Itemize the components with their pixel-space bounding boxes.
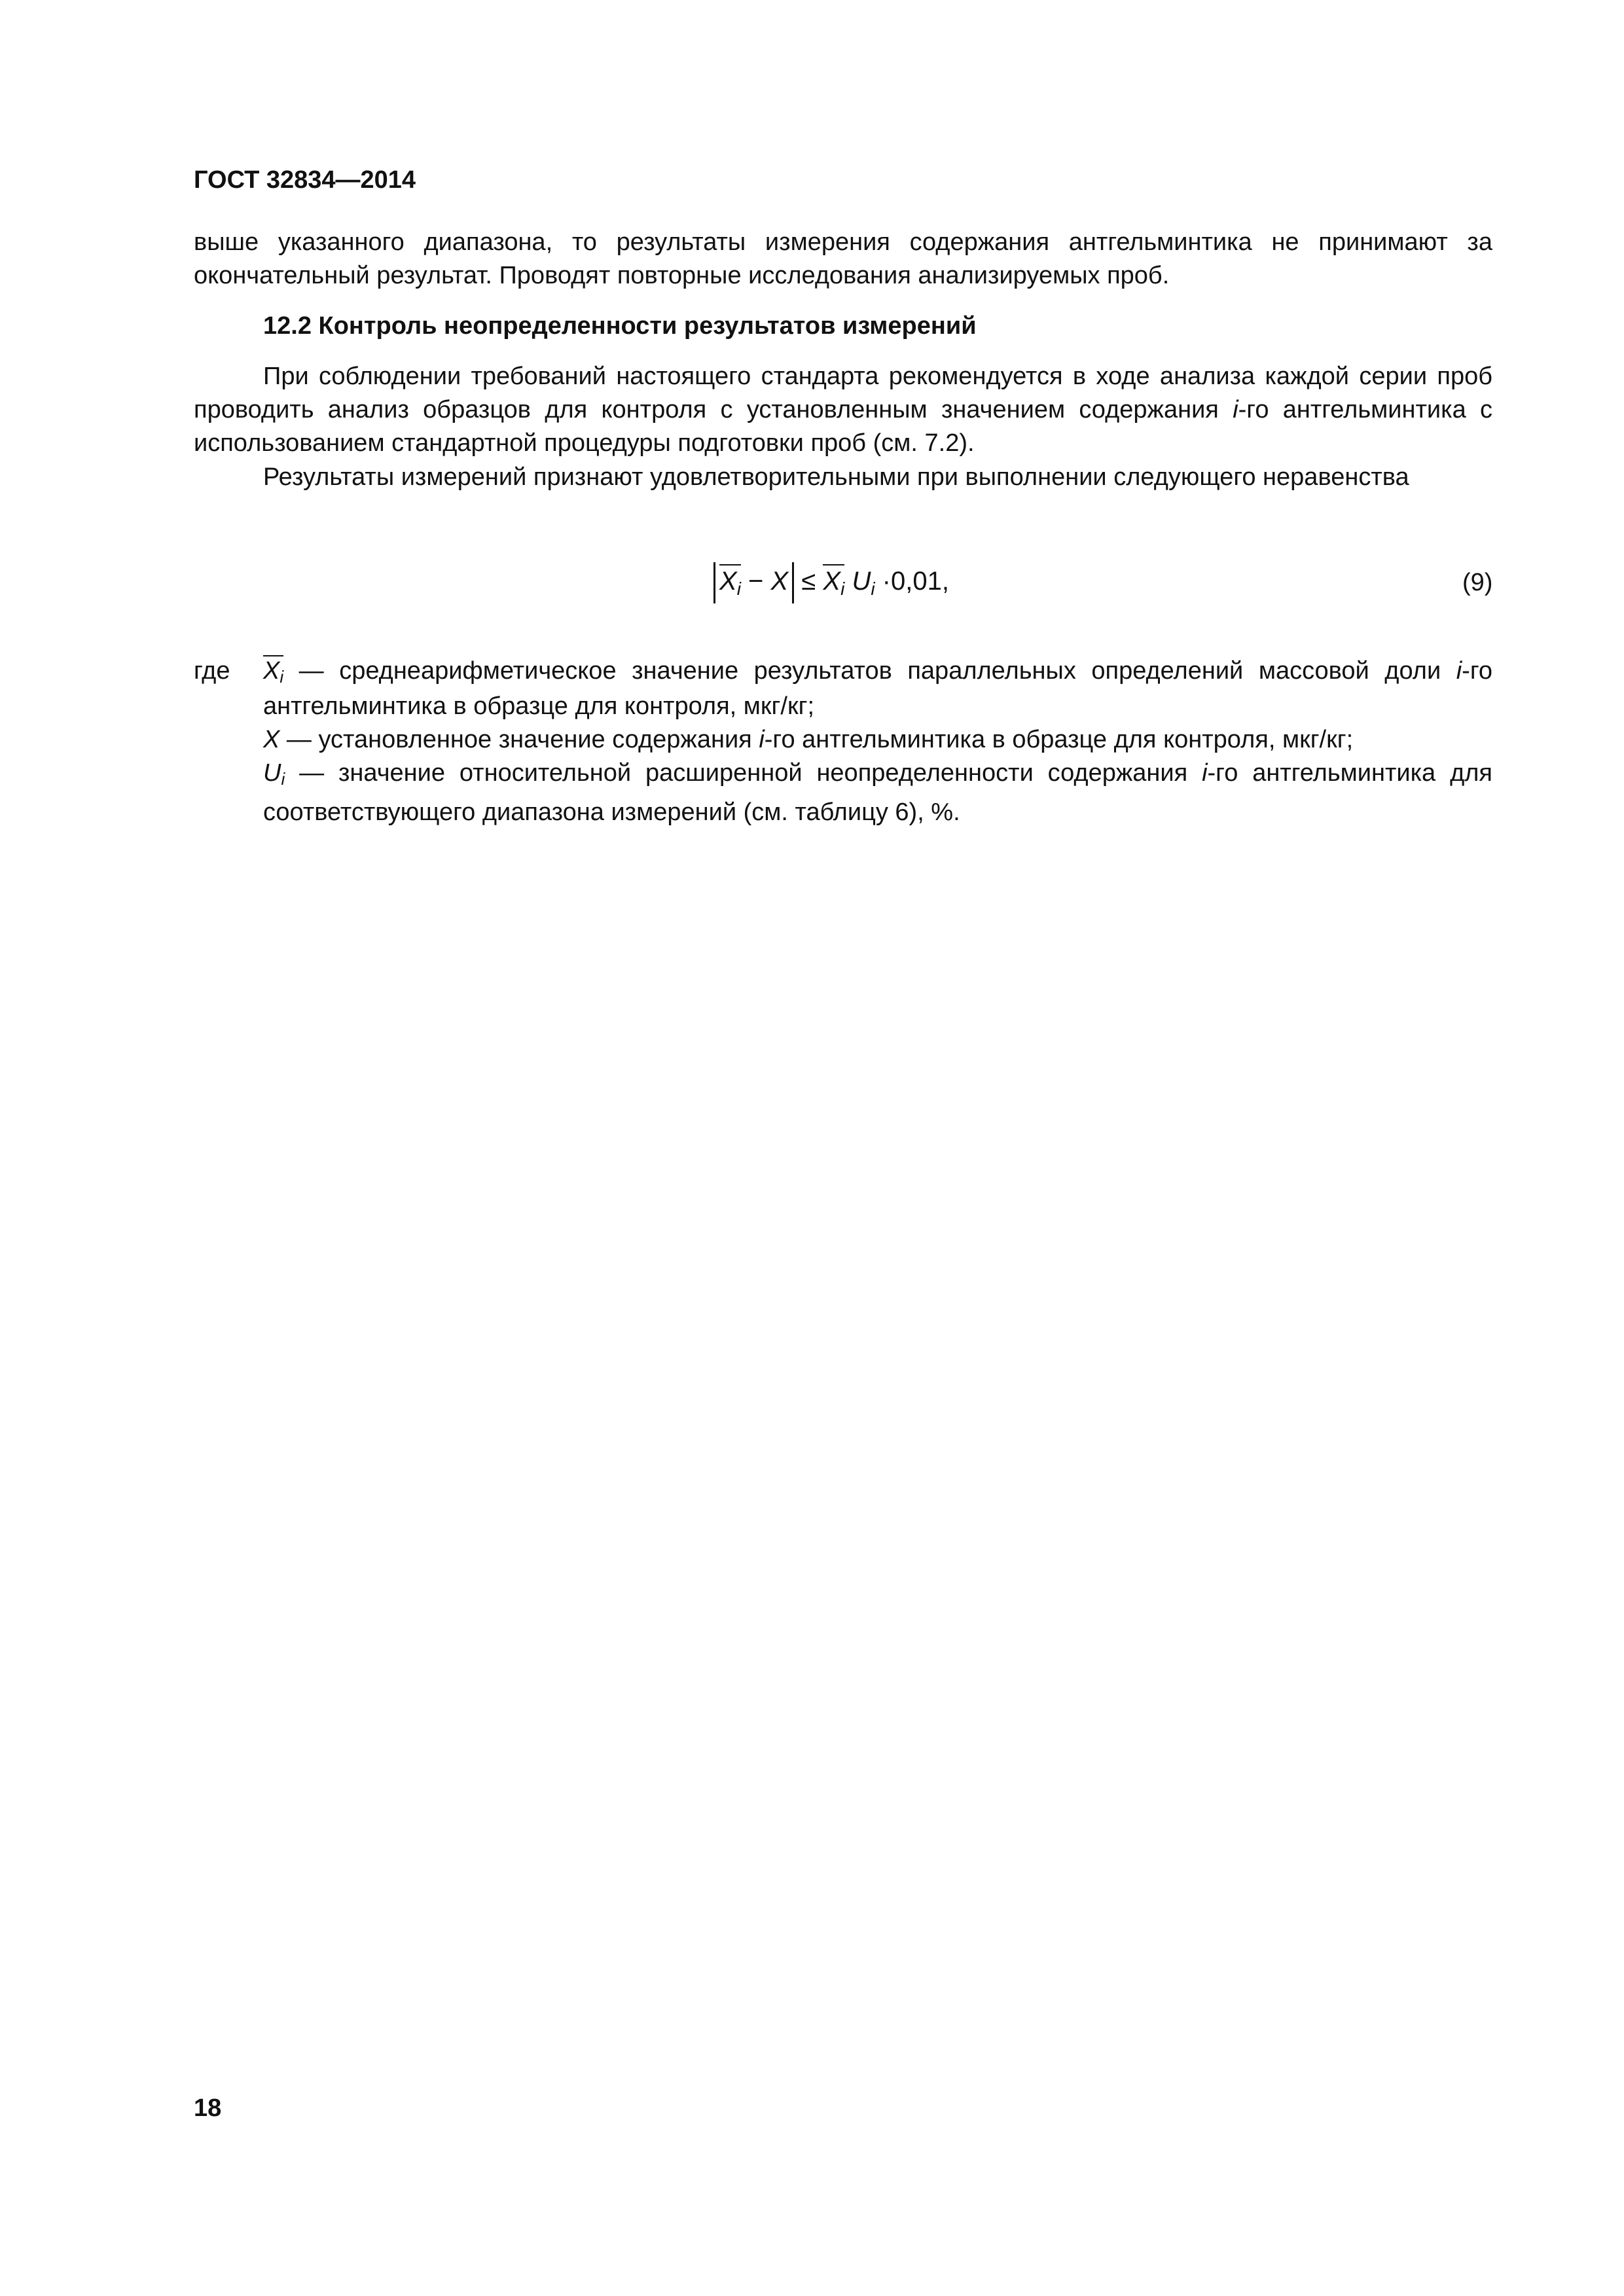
where-lead: где — [194, 657, 230, 685]
where-u-symbol: $U_i$ — [263, 759, 285, 789]
paragraph-1-text-b: -го антгельминтика с использованием стандартной процедуры подготовки проб (см. 7.2). — [194, 396, 1492, 457]
where-xi-definition: $X_i$ — среднеарифметическое значение результатов параллельных определений массовой доли i-го антгельминтика в образце для контроля, мкг/кг; — [263, 655, 1492, 723]
where-block — [194, 655, 1492, 829]
paragraph-continuation: выше указанного диапазона, то результаты измерения содержания антгельминтика не принимают за окончательный результат. Проводят повторные исследования анализируемых проб. — [194, 228, 1492, 289]
where-row-xi — [194, 655, 1492, 723]
formula-tail: ·0,01, — [875, 567, 949, 596]
formula-9 — [713, 562, 949, 609]
where-xi-symbol: $X_i$ — [263, 655, 283, 690]
paragraph-1 — [194, 360, 1492, 460]
paragraph-1-text-a: При соблюдении требований настоящего стандарта рекомендуется в ходе анализа каждой серии проб проводить анализ образцов для контроля с установленным значением содержания — [194, 363, 1492, 423]
formula-xi-bar: $X_i$ — [719, 564, 741, 603]
paragraph-2: Результаты измерений признают удовлетворительными при выполнении следующего неравенства — [263, 463, 1409, 491]
formula-xi-bar-2: $X_i$ — [823, 564, 844, 603]
where-x-symbol: X — [263, 726, 280, 753]
equation-number: (9) — [1462, 569, 1493, 596]
paragraph-1-italic-i: i — [1233, 396, 1238, 423]
document-header: ГОСТ 32834—2014 — [194, 166, 416, 194]
formula-abs-value — [713, 562, 794, 603]
formula-u: $U_i$ — [852, 567, 875, 599]
section-title: 12.2 Контроль неопределенности результатов измерений — [263, 312, 977, 340]
where-x-definition: X — установленное значение содержания i-го антгельминтика в образце для контроля, мкг/кг; — [263, 726, 1354, 753]
formula-le: ≤ — [794, 567, 823, 596]
where-u-definition: $U_i$ — значение относительной расширенной неопределенности содержания i-го антгельминтика для соответствующего диапазона измерений (см. таблицу 6), %. — [263, 759, 1492, 826]
formula-minus: − — [740, 567, 771, 596]
formula-x: X — [770, 567, 789, 596]
page-number: 18 — [194, 2094, 222, 2122]
